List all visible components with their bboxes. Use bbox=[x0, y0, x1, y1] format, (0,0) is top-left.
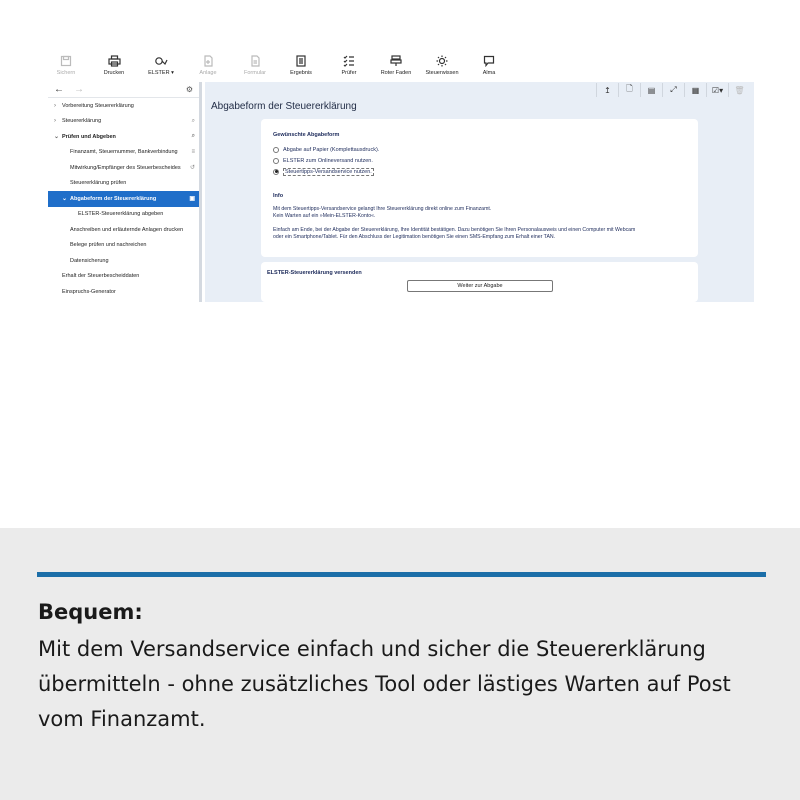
chevron-right-icon: › bbox=[54, 118, 56, 125]
document-edit-icon[interactable]: ▤ bbox=[640, 83, 662, 97]
page-title: Abgabeform der Steuererklärung bbox=[211, 101, 357, 112]
chevron-down-icon: ▾ bbox=[171, 70, 174, 76]
nav-item-label: Belege prüfen und nachreichen bbox=[70, 242, 147, 249]
nav-header bbox=[48, 82, 199, 98]
result-button[interactable] bbox=[279, 54, 323, 76]
save-label: Sichern bbox=[56, 70, 76, 76]
chevron-right-icon: › bbox=[54, 102, 56, 109]
nav-item-label: ELSTER-Steuererklärung abgeben bbox=[78, 211, 164, 218]
forward-arrow-icon[interactable]: → bbox=[74, 84, 84, 95]
info-text: Einfach am Ende, bei der Abgabe der Steuererklärung, Ihre Identität bestätigen. Dazu benötigen Sie Ihren Personalausweis und einen Computer mit Webcam bbox=[273, 227, 636, 233]
document-list-icon[interactable]: ▦ bbox=[684, 83, 706, 97]
info-text: Kein Warten auf ein »Mein-ELSTER-Konto«. bbox=[273, 213, 376, 219]
app-screenshot bbox=[48, 52, 754, 302]
elster-label: ELSTER ▾ bbox=[148, 70, 174, 76]
nav-item-elster-submit[interactable] bbox=[48, 207, 199, 223]
search-icon[interactable]: ⌕ bbox=[191, 133, 195, 140]
upload-icon[interactable]: ↥ bbox=[596, 83, 618, 97]
nav-item-tax-return[interactable] bbox=[48, 114, 199, 130]
main-toolbar bbox=[48, 52, 754, 80]
radio-versandservice[interactable] bbox=[273, 166, 686, 177]
radio-button[interactable] bbox=[273, 158, 279, 164]
lightbulb-icon bbox=[436, 54, 448, 68]
result-icon bbox=[295, 54, 307, 68]
nav-item-label: Vorbereitung Steuererklärung bbox=[62, 102, 134, 109]
send-heading: ELSTER-Steuererklärung versenden bbox=[267, 270, 362, 276]
alma-button[interactable] bbox=[467, 54, 511, 76]
alma-label: Alma bbox=[482, 70, 496, 76]
nav-item-receipts[interactable] bbox=[48, 238, 199, 254]
checkbox-menu-icon[interactable]: ☑▾ bbox=[706, 83, 728, 97]
undo-icon: ↺ bbox=[189, 165, 195, 172]
nav-item-label: Anschreiben und erläuternde Anlagen drucken bbox=[70, 226, 184, 233]
accent-divider bbox=[37, 572, 766, 577]
nav-item-label: Einspruchs-Generator bbox=[62, 288, 116, 295]
submission-form-card bbox=[261, 119, 698, 257]
nav-item-submission-form[interactable] bbox=[48, 191, 199, 207]
nav-item-cover-letter[interactable] bbox=[48, 222, 199, 238]
chevron-down-icon: ⌄ bbox=[54, 134, 60, 141]
navigation-tree bbox=[48, 82, 202, 302]
back-arrow-icon[interactable]: ← bbox=[54, 84, 64, 95]
filter-settings-icon[interactable]: ⚙ bbox=[185, 85, 193, 94]
nav-item-check-submit[interactable] bbox=[48, 129, 199, 145]
attachment-label: Anlage bbox=[199, 70, 217, 76]
form-button[interactable] bbox=[233, 54, 277, 76]
nav-item-label: Finanzamt, Steuernummer, Bankverbindung bbox=[70, 149, 178, 156]
document-icon: ▣ bbox=[189, 196, 195, 203]
content-area bbox=[205, 82, 754, 302]
print-button[interactable] bbox=[92, 54, 136, 76]
form-heading: Gewünschte Abgabeform bbox=[273, 132, 340, 138]
print-label: Drucken bbox=[103, 70, 125, 76]
radio-elster[interactable] bbox=[273, 155, 686, 166]
nav-item-participation[interactable] bbox=[48, 160, 199, 176]
radio-paper[interactable] bbox=[273, 144, 686, 155]
checker-label: Prüfer bbox=[341, 70, 357, 76]
nav-item-objection-generator[interactable] bbox=[48, 284, 199, 300]
form-icon bbox=[250, 54, 260, 68]
elster-button[interactable] bbox=[139, 54, 183, 76]
tax-knowledge-label: Steuerwissen bbox=[425, 70, 459, 76]
nav-item-check-return[interactable] bbox=[48, 176, 199, 192]
info-paragraph-2 bbox=[273, 227, 686, 241]
caption-headline: Bequem: bbox=[38, 600, 143, 624]
expand-icon[interactable]: ⤢ bbox=[662, 83, 684, 97]
send-card bbox=[261, 262, 698, 302]
chat-icon bbox=[483, 54, 495, 68]
tax-knowledge-button[interactable] bbox=[420, 54, 464, 76]
nav-item-label: Prüfen und Abgeben bbox=[62, 133, 116, 140]
nav-item-label: Erhalt der Steuerbescheiddaten bbox=[62, 273, 140, 280]
radio-label: ELSTER zum Onlineversand nutzen. bbox=[283, 157, 373, 164]
checklist-icon bbox=[343, 54, 355, 68]
trash-icon[interactable]: 🗑 bbox=[728, 83, 750, 97]
radio-button[interactable] bbox=[273, 169, 279, 175]
result-label: Ergebnis bbox=[290, 70, 312, 76]
nav-item-tax-assessment-data[interactable] bbox=[48, 269, 199, 285]
nav-item-backup[interactable] bbox=[48, 253, 199, 269]
red-thread-label: Roter Faden bbox=[380, 70, 412, 76]
document-plus-icon[interactable]: 🗋 bbox=[618, 83, 640, 97]
checker-button[interactable] bbox=[327, 54, 371, 76]
info-text: Mit dem Steuertipps-Versandservice gelangt Ihre Steuererklärung direkt online zum Finanzamt. bbox=[273, 206, 492, 212]
chevron-down-icon: ⌄ bbox=[62, 196, 68, 203]
red-thread-button[interactable] bbox=[374, 54, 418, 76]
nav-item-label: Mitwirkung/Empfänger des Steuerbescheides bbox=[70, 164, 181, 171]
attachment-button[interactable] bbox=[186, 54, 230, 76]
radio-label: Abgabe auf Papier (Komplettausdruck). bbox=[283, 146, 380, 153]
thread-icon bbox=[390, 54, 402, 68]
nav-item-tax-office[interactable] bbox=[48, 145, 199, 161]
save-button[interactable] bbox=[44, 54, 88, 76]
info-text: oder ein Smartphone/Tablet. Für den Abschluss der Legitimation benötigen Sie einen SMS-Empfang zum Erhalt einer TAN. bbox=[273, 234, 556, 240]
continue-to-submit-button[interactable]: Weiter zur Abgabe bbox=[407, 280, 553, 292]
printer-icon bbox=[108, 54, 121, 68]
info-heading: Info bbox=[273, 193, 284, 199]
attachment-icon bbox=[203, 54, 213, 68]
info-paragraph-1 bbox=[273, 206, 686, 220]
elster-icon bbox=[154, 54, 168, 68]
nav-item-preparation[interactable] bbox=[48, 98, 199, 114]
nav-item-label: Datensicherung bbox=[70, 257, 109, 264]
content-toolbar bbox=[205, 82, 754, 98]
caption-panel bbox=[0, 528, 800, 800]
nav-item-label: Abgabeform der Steuererklärung bbox=[70, 195, 157, 202]
radio-button[interactable] bbox=[273, 147, 279, 153]
search-icon[interactable]: ⌕ bbox=[191, 117, 195, 124]
list-icon: ≡ bbox=[191, 149, 195, 156]
form-label: Formular bbox=[243, 70, 266, 76]
radio-label: Steuertipps-Versandservice nutzen. bbox=[285, 168, 372, 175]
nav-item-label: Steuererklärung prüfen bbox=[70, 180, 127, 187]
save-icon bbox=[60, 54, 72, 68]
nav-item-label: Steuererklärung bbox=[62, 118, 102, 125]
caption-body: Mit dem Versandservice einfach und sicher die Steuererklärung übermitteln - ohne zusätzliches Tool oder lästiges Warten auf Post vom Finanzamt. bbox=[38, 637, 731, 731]
